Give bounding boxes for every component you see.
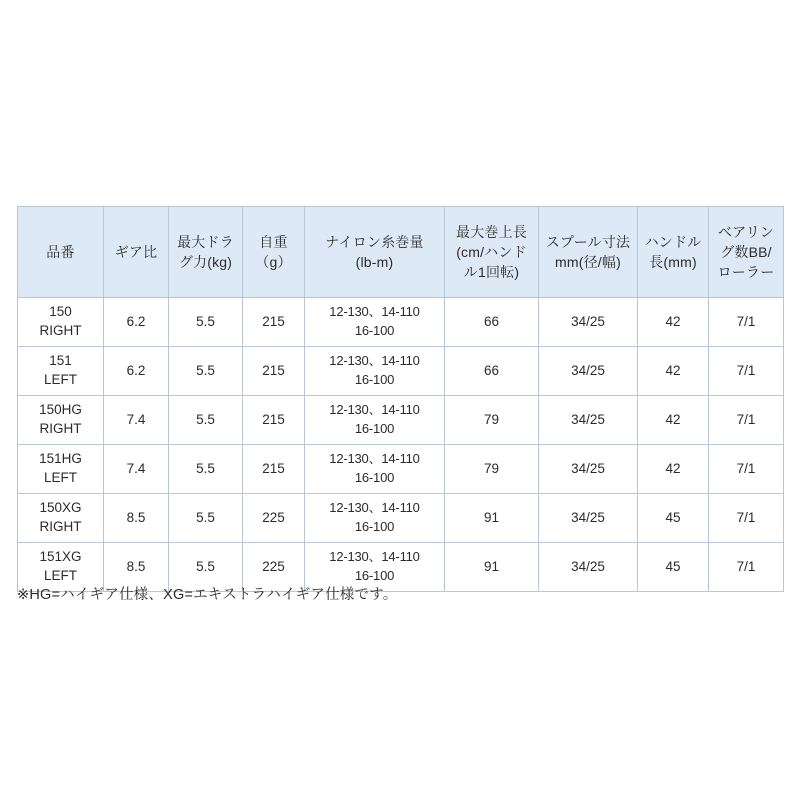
cell-handle-length: 42: [638, 298, 709, 347]
cell-line-capacity: 12-130、14-110 16-100: [305, 298, 445, 347]
cell-weight: 215: [243, 445, 305, 494]
column-header-spool-size: スプール寸法 mm(径/幅): [539, 207, 638, 298]
cell-spool-size: 34/25: [539, 298, 638, 347]
cell-max-drag: 5.5: [169, 396, 243, 445]
table-row: [18, 396, 784, 445]
cell-max-retrieve: 91: [445, 543, 539, 592]
cell-max-drag: 5.5: [169, 543, 243, 592]
table-row: [18, 445, 784, 494]
column-header-weight: 自重 （g）: [243, 207, 305, 298]
cell-gear-ratio: 6.2: [104, 347, 169, 396]
table-header-row: [18, 207, 784, 298]
cell-weight: 225: [243, 543, 305, 592]
cell-bearings: 7/1: [709, 543, 784, 592]
cell-gear-ratio: 8.5: [104, 543, 169, 592]
cell-model: 150HG RIGHT: [18, 396, 104, 445]
cell-max-retrieve: 66: [445, 347, 539, 396]
column-header-max-drag: 最大ドラ グ力(kg): [169, 207, 243, 298]
column-header-gear-ratio: ギア比: [104, 207, 169, 298]
column-header-handle-length: ハンドル 長(mm): [638, 207, 709, 298]
cell-spool-size: 34/25: [539, 396, 638, 445]
table-header: [18, 207, 784, 298]
spec-table-container: [17, 206, 783, 592]
cell-bearings: 7/1: [709, 494, 784, 543]
cell-gear-ratio: 7.4: [104, 445, 169, 494]
cell-model: 150 RIGHT: [18, 298, 104, 347]
cell-weight: 215: [243, 347, 305, 396]
cell-handle-length: 45: [638, 543, 709, 592]
cell-bearings: 7/1: [709, 298, 784, 347]
cell-spool-size: 34/25: [539, 543, 638, 592]
cell-handle-length: 45: [638, 494, 709, 543]
cell-max-retrieve: 66: [445, 298, 539, 347]
column-header-bearings: ベアリン グ数BB/ ローラー: [709, 207, 784, 298]
cell-line-capacity: 12-130、14-110 16-100: [305, 445, 445, 494]
cell-bearings: 7/1: [709, 396, 784, 445]
cell-weight: 215: [243, 298, 305, 347]
cell-line-capacity: 12-130、14-110 16-100: [305, 543, 445, 592]
cell-weight: 215: [243, 396, 305, 445]
cell-line-capacity: 12-130、14-110 16-100: [305, 347, 445, 396]
cell-gear-ratio: 6.2: [104, 298, 169, 347]
cell-line-capacity: 12-130、14-110 16-100: [305, 494, 445, 543]
column-header-line-capacity: ナイロン糸巻量 (lb-m): [305, 207, 445, 298]
table-row: [18, 347, 784, 396]
table-row: [18, 494, 784, 543]
cell-gear-ratio: 8.5: [104, 494, 169, 543]
cell-spool-size: 34/25: [539, 494, 638, 543]
cell-spool-size: 34/25: [539, 445, 638, 494]
cell-max-drag: 5.5: [169, 494, 243, 543]
cell-max-retrieve: 79: [445, 396, 539, 445]
cell-max-retrieve: 79: [445, 445, 539, 494]
cell-handle-length: 42: [638, 396, 709, 445]
cell-line-capacity: 12-130、14-110 16-100: [305, 396, 445, 445]
cell-handle-length: 42: [638, 445, 709, 494]
cell-bearings: 7/1: [709, 347, 784, 396]
cell-model: 151 LEFT: [18, 347, 104, 396]
cell-max-drag: 5.5: [169, 298, 243, 347]
cell-handle-length: 42: [638, 347, 709, 396]
cell-bearings: 7/1: [709, 445, 784, 494]
table-row: [18, 298, 784, 347]
cell-model: 151HG LEFT: [18, 445, 104, 494]
cell-max-retrieve: 91: [445, 494, 539, 543]
table-footnote: ※HG=ハイギア仕様、XG=エキストラハイギア仕様です。: [17, 587, 398, 603]
column-header-model: 品番: [18, 207, 104, 298]
column-header-max-retrieve: 最大巻上長 (cm/ハンド ル1回転): [445, 207, 539, 298]
cell-model: 151XG LEFT: [18, 543, 104, 592]
cell-model: 150XG RIGHT: [18, 494, 104, 543]
cell-spool-size: 34/25: [539, 347, 638, 396]
table-body: [18, 298, 784, 592]
cell-weight: 225: [243, 494, 305, 543]
cell-max-drag: 5.5: [169, 445, 243, 494]
cell-max-drag: 5.5: [169, 347, 243, 396]
cell-gear-ratio: 7.4: [104, 396, 169, 445]
specification-table: [17, 206, 784, 592]
